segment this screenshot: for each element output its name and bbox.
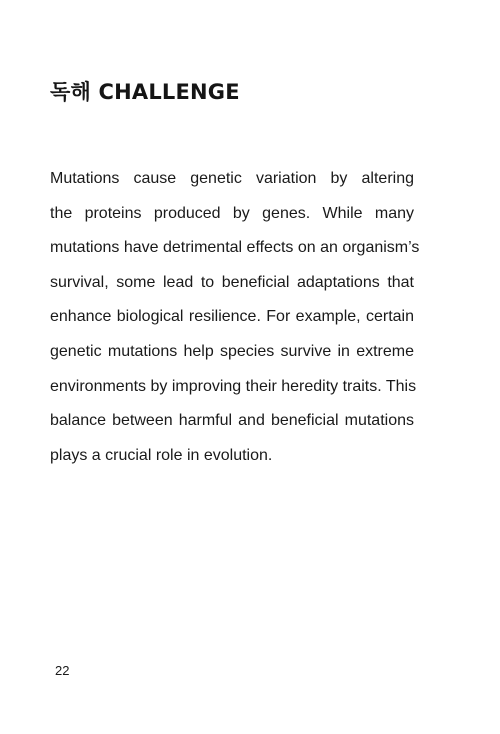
passage-line: plays a crucial role in evolution.: [50, 446, 273, 464]
reading-passage: [50, 166, 420, 477]
passage-line: mutations have detrimental effects on an organism’s: [50, 239, 420, 257]
page-number: 22: [55, 663, 70, 678]
passage-line: the proteins produced by genes. While many: [50, 204, 414, 222]
passage-line: Mutations cause genetic variation by altering: [50, 170, 414, 187]
passage-line: enhance biological resilience. For example, certain: [50, 308, 414, 326]
passage-line: environments by improving their heredity traits. This: [50, 377, 417, 395]
passage-line: genetic mutations help species survive in extreme: [50, 342, 414, 360]
passage-line: survival, some lead to beneficial adaptations that: [50, 273, 414, 291]
passage-line: balance between harmful and beneficial mutations: [50, 412, 414, 430]
page-title: 독해 CHALLENGE: [50, 80, 240, 104]
